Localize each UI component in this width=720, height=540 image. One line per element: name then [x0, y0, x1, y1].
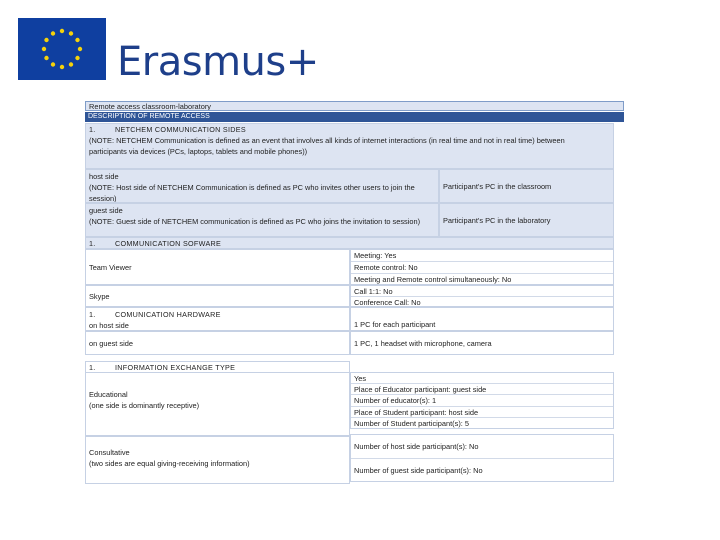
section-3-heading: 1. COMUNICATION HARDWARE: [89, 310, 221, 319]
team-viewer-options: [350, 249, 614, 285]
consultative-cell: [85, 436, 350, 484]
section-1-heading: 1. NETCHEM COMMUNICATION SIDES: [89, 125, 246, 134]
hardware-guest-value: 1 PC, 1 headset with microphone, camera: [350, 331, 614, 355]
educational-yes: Yes: [351, 373, 613, 384]
communication-note: (NOTE: NETCHEM Communication is defined as an event that involves all kinds of internet interactions (in real time and not in real time) between participants via devices (PCs, laptops, tablets and mobile phones)): [89, 136, 565, 156]
host-side-note: (NOTE: Host side of NETCHEM Communication is defined as PC who invites other users to join the session): [89, 183, 415, 203]
guest-side-note: (NOTE: Guest side of NETCHEM communication is defined as PC who joins the invitation to session): [89, 217, 421, 226]
student-count: Number of Student participant(s): 5: [354, 419, 470, 428]
student-place: Place of Student participant: host side: [351, 407, 613, 418]
brand-title: Erasmus+: [117, 39, 319, 85]
guest-side-label: guest side: [89, 206, 123, 215]
educator-place: Place of Educator participant: guest side: [351, 384, 613, 395]
hardware-host-value: 1 PC for each participant: [350, 307, 614, 331]
team-viewer-remote-control: Remote control: No: [351, 262, 613, 274]
host-side-value: Participant's PC in the classroom: [439, 169, 614, 203]
team-viewer-simultaneous: Meeting and Remote control simultaneously: No: [354, 275, 512, 284]
skype-label: Skype: [85, 285, 350, 307]
hardware-host-label: on host side: [89, 321, 129, 330]
educational-description: (one side is dominantly receptive): [89, 401, 200, 410]
educational-label: Educational: [89, 390, 128, 399]
communication-sides-block: [85, 123, 614, 169]
form-title: Remote access classroom-laboratory: [85, 101, 624, 111]
section-4-heading: 1. INFORMATION EXCHANGE TYPE: [85, 361, 350, 372]
host-side-label: host side: [89, 172, 119, 181]
skype-call: Call 1:1: No: [351, 286, 613, 297]
host-participant-count: Number of host side participant(s): No: [351, 435, 613, 459]
section-2-heading: 1. COMMUNICATION SOFWARE: [85, 237, 614, 249]
hardware-guest-label: on guest side: [85, 331, 350, 355]
educational-details: [350, 372, 614, 429]
guest-side-cell: [85, 203, 439, 237]
guest-participant-count: Number of guest side participant(s): No: [354, 466, 483, 475]
team-viewer-meeting: Meeting: Yes: [351, 250, 613, 262]
team-viewer-label: Team Viewer: [85, 249, 350, 285]
host-side-cell: [85, 169, 439, 203]
educational-cell: [85, 372, 350, 436]
eu-flag-icon: [18, 18, 106, 80]
consultative-details: [350, 434, 614, 482]
skype-conference: Conference Call: No: [354, 298, 421, 307]
guest-side-value: Participant's PC in the laboratory: [439, 203, 614, 237]
remote-access-form: [85, 101, 624, 484]
description-header: DESCRIPTION OF REMOTE ACCESS: [85, 112, 624, 122]
hardware-host-cell: [85, 307, 350, 331]
skype-options: [350, 285, 614, 307]
educator-count: Number of educator(s): 1: [351, 395, 613, 407]
consultative-label: Consultative: [89, 448, 130, 457]
consultative-description: (two sides are equal giving-receiving information): [89, 459, 250, 468]
